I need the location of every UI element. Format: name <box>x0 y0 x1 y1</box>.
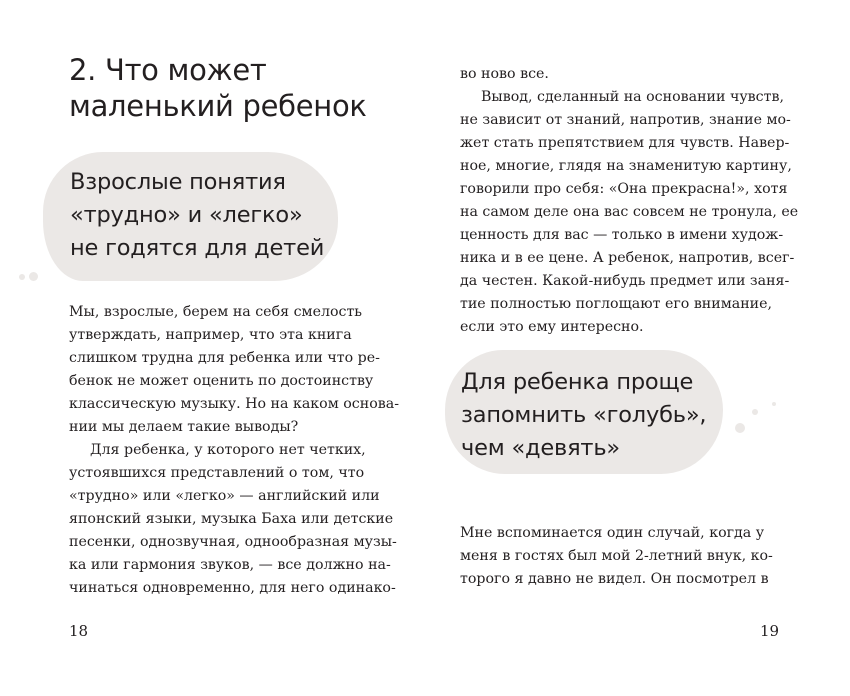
text-line: говорили про себя: «Она прекрасна!», хотя <box>460 181 788 197</box>
bubble-tail-dot <box>29 272 38 281</box>
text-line: да честен. Какой-нибудь предмет или заня- <box>460 273 790 289</box>
page-number: 18 <box>69 622 89 640</box>
text-line: слишком трудна для ребенка или что ре- <box>69 350 380 366</box>
text-line: Мне вспоминается один случай, когда у <box>460 525 765 541</box>
bubble-tail-dot <box>735 423 745 433</box>
text-line: ка или гармония звуков, — все должно на- <box>69 557 391 573</box>
callout-line: «трудно» и «легко» <box>70 202 303 228</box>
text-line: бенок не может оценить по достоинству <box>69 373 374 389</box>
text-line: меня в гостях был мой 2-летний внук, ко- <box>460 548 773 564</box>
text-line: если это ему интересно. <box>460 319 644 335</box>
bubble-tail-dot <box>772 402 776 406</box>
chapter-title-line: 2. Что может <box>69 53 267 87</box>
text-line: японский языки, музыка Баха или детские <box>69 511 394 527</box>
callout-text <box>70 166 324 265</box>
callout-line: Взрослые понятия <box>70 169 286 195</box>
text-line: Для ребенка, у которого нет четких, <box>90 442 366 458</box>
callout-line: Для ребенка проще <box>461 369 694 395</box>
callout-line: запомнить «голубь», <box>461 402 707 428</box>
body-text <box>460 63 798 339</box>
text-line: ценность для вас — только в имени худож- <box>460 227 784 243</box>
text-line: ника и в ее цене. А ребенок, напротив, всег- <box>460 250 795 266</box>
text-line: песенки, однозвучная, однообразная музы- <box>69 534 397 550</box>
text-line: на самом деле она вас совсем не тронула, ее <box>460 204 799 220</box>
text-line: жет стать препятствием для чувств. Навер- <box>460 135 790 151</box>
page-number: 19 <box>760 622 780 640</box>
body-text <box>460 522 773 591</box>
bubble-tail-dot <box>19 274 25 280</box>
text-line: во ново все. <box>460 66 549 82</box>
chapter-title <box>69 52 367 124</box>
text-line: тие полностью поглощают его внимание, <box>460 296 773 312</box>
text-line: нии мы делаем такие выводы? <box>69 419 299 435</box>
body-text <box>69 301 399 600</box>
text-line: Вывод, сделанный на основании чувств, <box>481 89 784 105</box>
text-line: утверждать, например, что эта книга <box>69 327 352 343</box>
text-line: «трудно» или «легко» — английский или <box>69 488 380 504</box>
text-line: классическую музыку. Но на каком основа- <box>69 396 399 412</box>
callout-line: не годятся для детей <box>70 235 325 261</box>
text-line: торого я давно не видел. Он посмотрел в <box>460 571 769 587</box>
text-line: чинаться одновременно, для него одинако- <box>69 580 396 596</box>
chapter-title-line: маленький ребенок <box>69 89 367 123</box>
text-line: Мы, взрослые, берем на себя смелость <box>69 304 363 320</box>
text-line: ное, многие, глядя на знаменитую картину, <box>460 158 792 174</box>
callout-text <box>461 366 706 465</box>
text-line: устоявшихся представлений о том, что <box>69 465 365 481</box>
text-line: не зависит от знаний, напротив, знание мо- <box>460 112 791 128</box>
bubble-tail-dot <box>752 409 758 415</box>
callout-line: чем «девять» <box>461 435 620 461</box>
